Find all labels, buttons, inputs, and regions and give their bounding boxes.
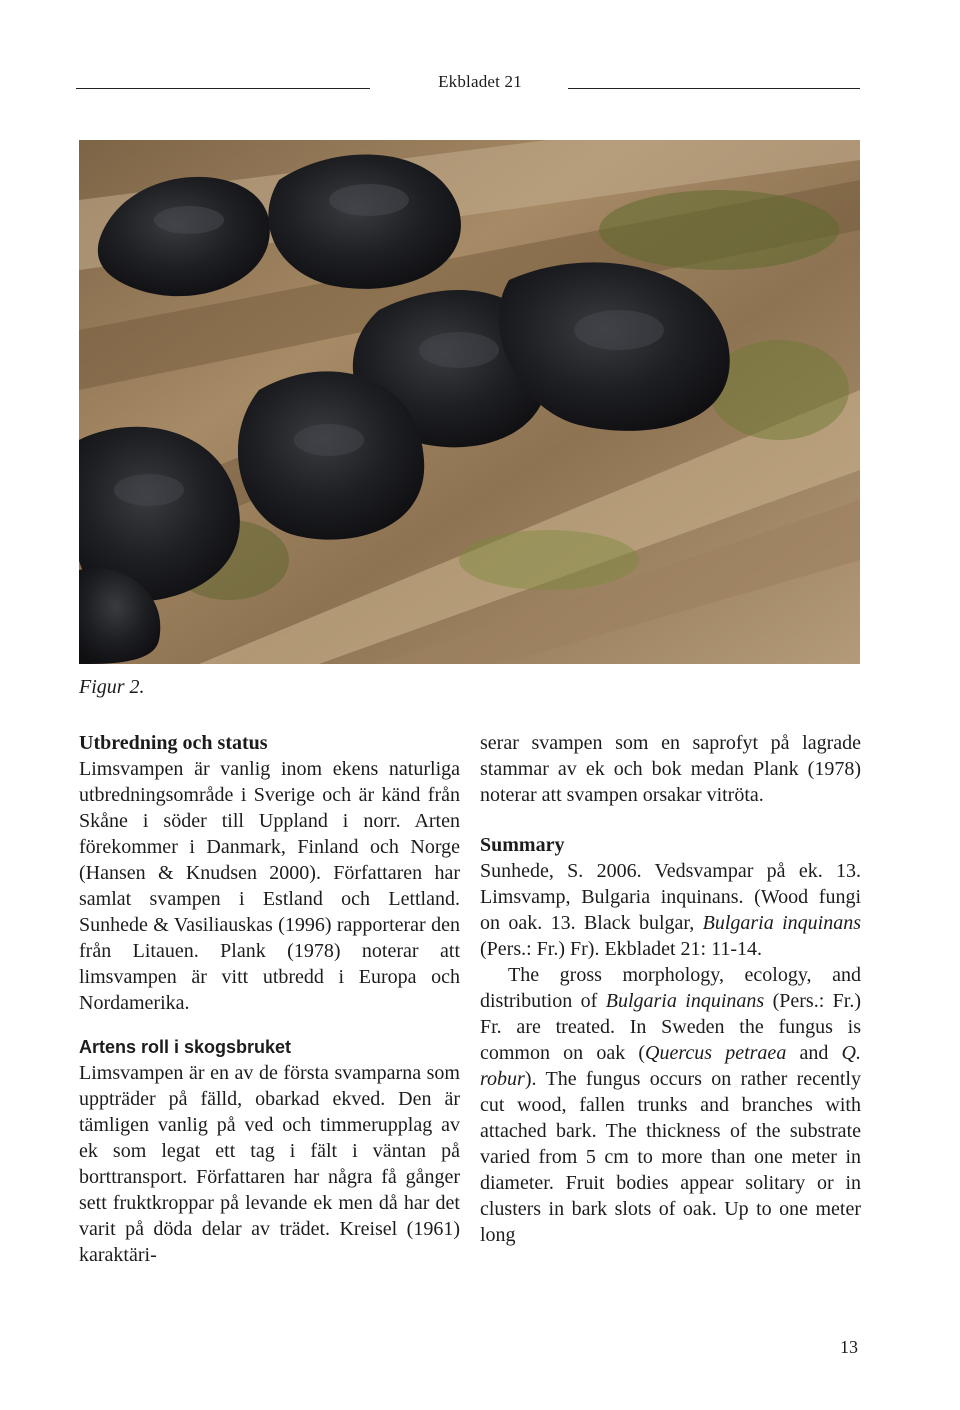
summary-species-quercus-petraea: Quercus petraea — [645, 1042, 787, 1064]
reference-text: Sunhede, S. 2006. Vedsvampar på ek. 13. Limsvamp, Bulgaria inquinans. (Wood fungi on oak. 13. Black bulgar, — [480, 860, 861, 934]
summary-reference — [480, 858, 861, 962]
right-column — [480, 730, 861, 1248]
summary-text-2: (Pers.: Fr.) Fr. are treated. In Sweden the fungus is common on oak ( — [480, 990, 862, 1064]
header-rule-right — [568, 88, 860, 89]
summary-species-name: Bulgaria inquinans — [605, 990, 765, 1012]
summary-title: Summary — [480, 834, 565, 856]
figure-caption: Figur 2. — [79, 676, 145, 698]
continuation-paragraph: serar svampen som en saprofyt på lagrade stammar av ek och bok medan Plank (1978) noterar att svampen orsakar vitröta. — [480, 732, 861, 806]
section-title-distribution: Utbredning och status — [79, 732, 268, 754]
page-number: 13 — [840, 1337, 858, 1357]
summary-text-1: The gross morphology, ecology, and distribution of — [480, 964, 861, 1012]
fungus-photo-illustration — [79, 140, 860, 664]
header-rule-left — [76, 88, 370, 89]
running-head: Ekbladet 21 — [438, 72, 522, 91]
reference-text-end: (Pers.: Fr.) Fr). Ekbladet 21: 11-14. — [480, 938, 763, 960]
reference-species-name: Bulgaria inquinans — [702, 912, 861, 934]
summary-species-quercus-robur: Q. robur — [480, 1042, 861, 1090]
fungus-photo — [79, 140, 860, 664]
summary-paragraph — [480, 962, 861, 1248]
section-title-forestry-role: Artens roll i skogsbruket — [79, 1037, 292, 1057]
section-text-distribution: Limsvampen är vanlig inom ekens naturliga utbredningsområde i Sverige och är känd från Skåne i söder till Uppland i norr. Arten förekommer i Danmark, Finland och Norge (Hansen & Knudsen 2000). Författaren har samlat svampen i Estland och Lettland. Sunhede & Vasiliauskas (1996) rapporterar den från Litauen. Plank (1978) noterar att limsvampen är vitt utbredd i Europa och Nordamerika. — [79, 758, 460, 1014]
section-text-forestry-role: Limsvampen är en av de första svamparna som uppträder på fälld, obarkad ekved. Den är tämligen vanlig på ved och timmerupplag av ek som legat ett tag i fält i väntan på borttransport. Författaren har några få gånger sett fruktkroppar på levande ek men då har det varit på döda delar av trädet. Kreisel (1961) karaktäri- — [79, 1062, 460, 1266]
left-column — [79, 730, 460, 1268]
summary-text-4: ). The fungus occurs on rather recently cut wood, fallen trunks and branches with attached bark. The thickness of the substrate varied from 5 cm to more than one meter in diameter. Fruit bodies appear solitary or in clusters in bark slots of oak. Up to one meter long — [480, 1068, 861, 1246]
summary-text-3: and — [786, 1042, 842, 1064]
